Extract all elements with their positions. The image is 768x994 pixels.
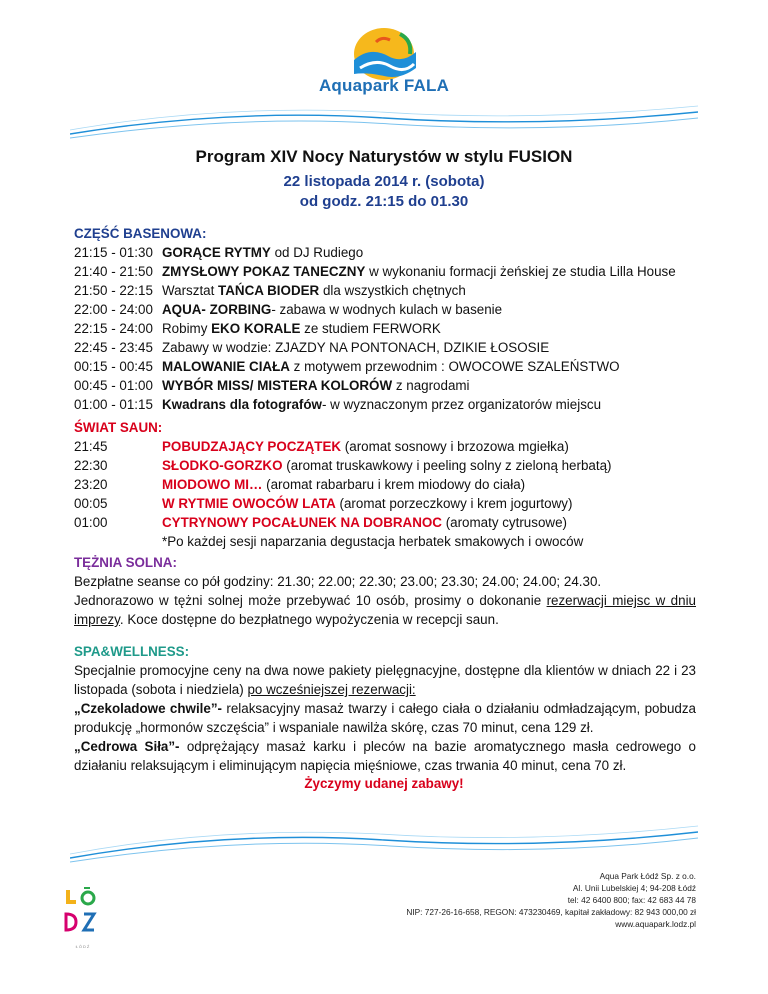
schedule-description: ZMYSŁOWY POKAZ TANECZNY w wykonaniu formacji żeńskiej ze studia Lilla House: [162, 264, 676, 279]
session-time: 23:20: [74, 477, 108, 492]
sauna-session-row: [74, 437, 696, 456]
schedule-time: 21:40 - 21:50: [74, 264, 153, 279]
sauna-footnote-row: [74, 532, 696, 551]
session-time: 01:00: [74, 515, 108, 530]
session-description: MIODOWO MI… (aromat rabarbaru i krem miodowy do ciała): [162, 477, 526, 492]
schedule-description: Kwadrans dla fotografów- w wyznaczonym przez organizatorów miejscu: [162, 397, 602, 412]
sauna-footnote: *Po każdej sesji naparzania degustacja herbatek smakowych i owoców: [162, 534, 584, 549]
sauna-section: [74, 418, 696, 551]
sauna-schedule-list: [74, 437, 696, 532]
top-wave-divider: [70, 104, 698, 140]
pool-schedule-row: [74, 376, 696, 395]
company-info-line: tel: 42 6400 800; fax: 42 683 44 78: [567, 895, 696, 905]
spa-heading: SPA&WELLNESS:: [74, 644, 190, 659]
company-info-line: NIP: 727-26-16-658, REGON: 473230469, kapitał zakładowy: 82 943 000,00 zł: [406, 907, 696, 917]
tezna-reservation-note: rezerwacji miejsc w dniu imprezy: [74, 593, 696, 627]
schedule-description: GORĄCE RYTMY od DJ Rudiego: [162, 245, 364, 260]
tezna-schedule: Bezpłatne seanse co pół godziny: 21.30; 22.00; 22.30; 23.00; 23.30; 24.00; 24.00; 24.30.: [74, 574, 602, 589]
schedule-description: MALOWANIE CIAŁA z motywem przewodnim : OWOCOWE SZALEŃSTWO: [162, 359, 620, 374]
closing-wish: Życzymy udanej zabawy!: [304, 776, 464, 791]
pool-schedule-row: [74, 357, 696, 376]
brand-name: Aquapark FALA: [318, 76, 450, 95]
schedule-time: 00:45 - 01:00: [74, 378, 153, 393]
schedule-description: AQUA- ZORBING- zabawa w wodnych kulach w basenie: [162, 302, 503, 317]
schedule-description: Robimy EKO KORALE ze studiem FERWORK: [162, 321, 441, 336]
pool-schedule-row: [74, 319, 696, 338]
schedule-description: Warsztat TAŃCA BIODER dla wszystkich chętnych: [162, 283, 466, 298]
schedule-time: 00:15 - 00:45: [74, 359, 153, 374]
pool-schedule-row: [74, 395, 696, 414]
event-hours: od godz. 21:15 do 01.30: [299, 193, 469, 210]
tezna-heading: TĘŻNIA SOLNA:: [74, 555, 177, 570]
bottom-wave-divider: [70, 824, 698, 864]
spa-package-1: „Czekoladowe chwile”- relaksacyjny masaż twarzy i całego ciała o działaniu odmładzającym, pobudza produkcję „hormonów szczęścia” i wspaniale nawilża skórę, czas 70 minut, cena 129 zł.: [74, 701, 696, 735]
pool-schedule-row: [74, 300, 696, 319]
pool-schedule-row: [74, 281, 696, 300]
schedule-description: WYBÓR MISS/ MISTERA KOLORÓW z nagrodami: [162, 378, 470, 393]
sauna-session-row: [74, 456, 696, 475]
schedule-time: 21:50 - 22:15: [74, 283, 153, 298]
session-time: 22:30: [74, 458, 108, 473]
schedule-time: 22:00 - 24:00: [74, 302, 153, 317]
pool-schedule-row: [74, 262, 696, 281]
session-description: POBUDZAJĄCY POCZĄTEK (aromat sosnowy i brzozowa mgiełka): [162, 439, 569, 454]
session-description: SŁODKO-GORZKO (aromat truskawkowy i peeling solny z zieloną herbatą): [162, 458, 612, 473]
session-description: CYTRYNOWY POCAŁUNEK NA DOBRANOC (aromaty cytrusowe): [162, 515, 567, 530]
spa-intro: Specjalnie promocyjne ceny na dwa nowe pakiety pielęgnacyjne, dostępne dla klientów w dniach 22 i 23 listopada (sobota i niedziela) po wcześniejszej rezerwacji:: [74, 663, 696, 697]
session-description: W RYTMIE OWOCÓW LATA (aromat porzeczkowy i krem jogurtowy): [162, 496, 573, 511]
lodz-city-logo-icon: [62, 884, 104, 942]
pool-schedule-list: [74, 243, 696, 414]
pool-schedule-row: [74, 243, 696, 262]
spa-section: [74, 642, 696, 775]
sauna-session-row: [74, 475, 696, 494]
schedule-time: 21:15 - 01:30: [74, 245, 153, 260]
tezna-section: [74, 553, 696, 629]
schedule-time: 01:00 - 01:15: [74, 397, 153, 412]
pool-section: [74, 224, 696, 414]
company-info-line: Al. Unii Lubelskiej 4; 94-208 Łódź: [572, 883, 696, 893]
tezna-info: Jednorazowo w tężni solnej może przebywać 10 osób, prosimy o dokonanie rezerwacji miejsc w dniu imprezy. Koce dostępne do bezpłatnego wypożyczenia w recepcji saun.: [74, 593, 696, 627]
schedule-time: 22:45 - 23:45: [74, 340, 153, 355]
sauna-heading: ŚWIAT SAUN:: [74, 420, 163, 435]
company-info-line: Aqua Park Łódź Sp. z o.o.: [599, 871, 696, 881]
session-time: 00:05: [74, 496, 108, 511]
session-time: 21:45: [74, 439, 108, 454]
schedule-time: 22:15 - 24:00: [74, 321, 153, 336]
pool-heading: CZĘŚĆ BASENOWA:: [74, 226, 207, 241]
page-title: Program XIV Nocy Naturystów w stylu FUSION: [195, 147, 573, 166]
company-info: [406, 870, 696, 930]
lodz-logo-caption: ŁÓDŹ: [75, 944, 91, 949]
event-date: 22 listopada 2014 r. (sobota): [283, 173, 485, 190]
schedule-description: Zabawy w wodzie: ZJAZDY NA PONTONACH, DZIKIE ŁOSOSIE: [162, 340, 550, 355]
spa-package-2: „Cedrowa Siła”- odprężający masaż karku i pleców na bazie aromatycznego masła cedrowego o działaniu relaksującym i eliminującym napięcia mięśniowe, czas trwania 40 minut, cena 70 zł.: [74, 739, 696, 773]
sauna-session-row: [74, 513, 696, 532]
company-info-line[interactable]: www.aquapark.lodz.pl: [615, 919, 696, 929]
pool-schedule-row: [74, 338, 696, 357]
sauna-session-row: [74, 494, 696, 513]
